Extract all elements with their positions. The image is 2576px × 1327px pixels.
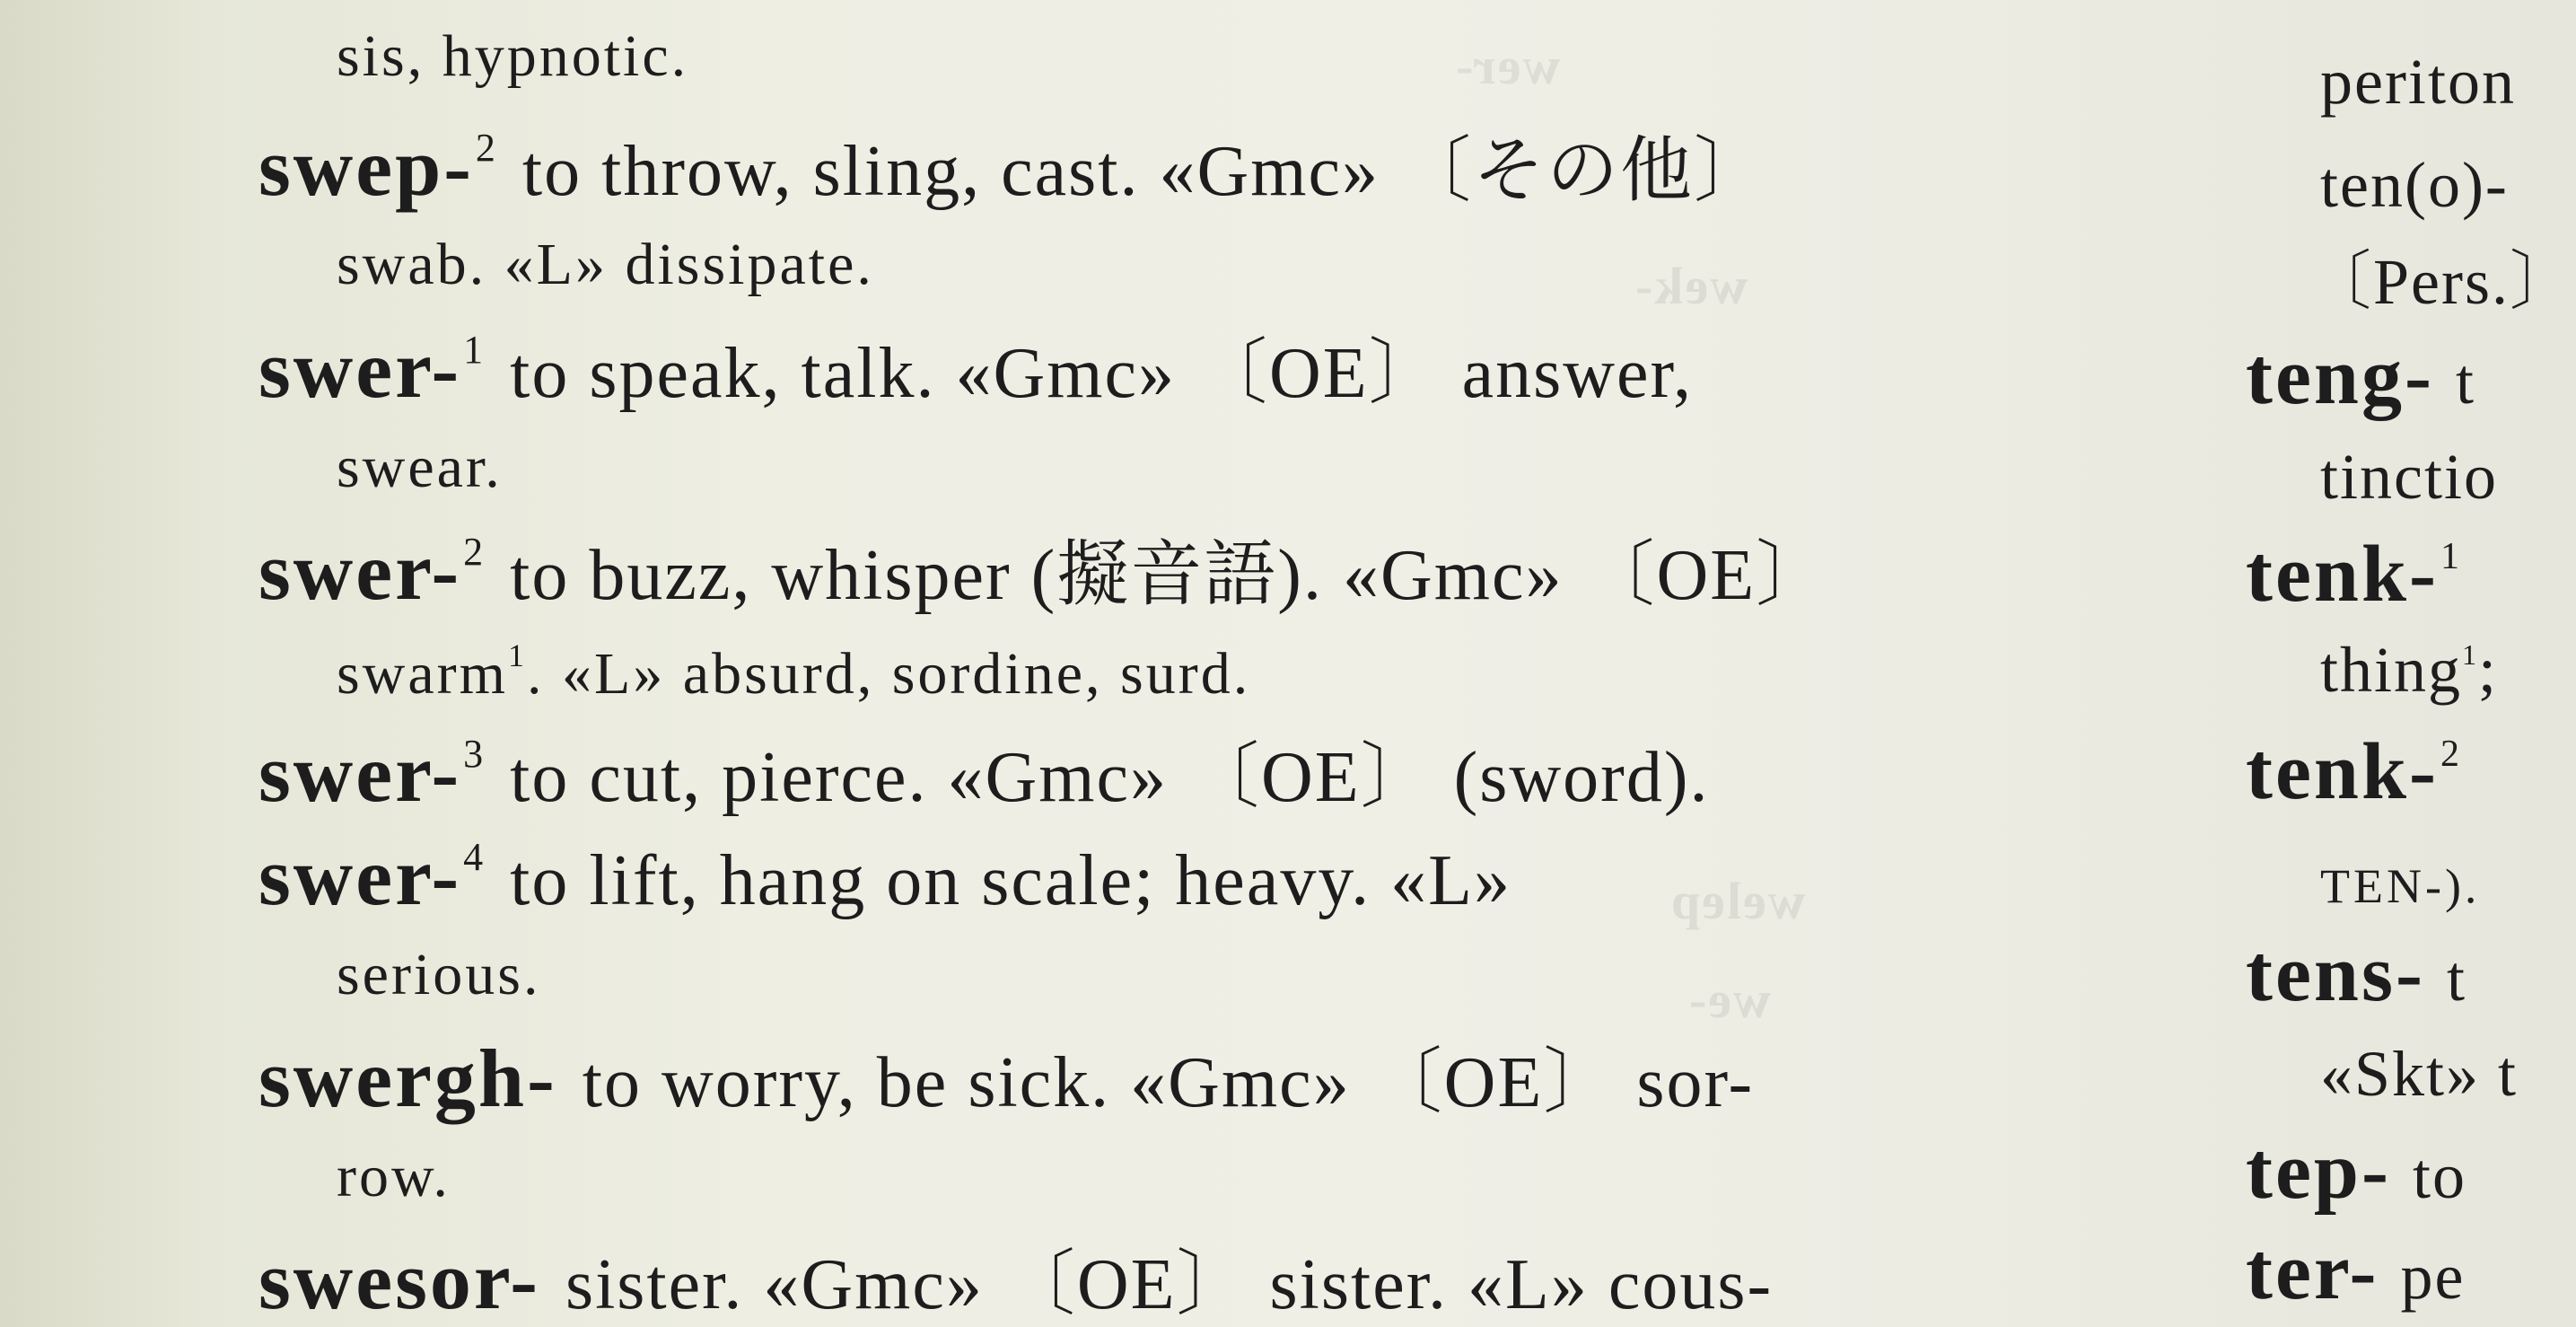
show-through-text: wer- bbox=[1454, 37, 1561, 95]
dictionary-entry bbox=[2246, 530, 2470, 619]
continuation-text: TEN-). bbox=[2320, 859, 2481, 913]
definition: t bbox=[2446, 943, 2466, 1015]
definition: to cut, pierce. «Gmc» 〔OE〕 (sword). bbox=[510, 738, 1710, 817]
definition: to worry, be sick. «Gmc» 〔OE〕 sor- bbox=[582, 1043, 1755, 1122]
headword: tens- bbox=[2246, 929, 2425, 1018]
entry-continuation bbox=[2320, 1038, 2519, 1110]
dictionary-entry bbox=[2246, 332, 2475, 421]
show-through-text: wek- bbox=[1634, 257, 1748, 315]
continuation-text: row. bbox=[337, 1144, 451, 1209]
dictionary-entry bbox=[258, 830, 1511, 922]
show-through-text: we- bbox=[1687, 971, 1771, 1029]
homograph-number: 3 bbox=[463, 732, 486, 776]
headword: swer- bbox=[258, 727, 462, 819]
continuation-text: «Skt» t bbox=[2320, 1038, 2519, 1110]
headword: swer- bbox=[258, 525, 462, 617]
headword: teng- bbox=[2246, 332, 2434, 421]
dictionary-entry bbox=[2246, 727, 2470, 816]
definition: sister. «Gmc» 〔OE〕 sister. «L» cous- bbox=[565, 1245, 1774, 1324]
headword: swep- bbox=[258, 121, 474, 213]
dictionary-entry bbox=[258, 1033, 1755, 1124]
entry-continuation bbox=[337, 942, 541, 1007]
entry-continuation bbox=[2320, 149, 2509, 221]
continuation-text: swarm bbox=[337, 641, 508, 707]
right-column bbox=[2226, 0, 2576, 1327]
continuation-text: periton bbox=[2320, 46, 2516, 118]
homograph-number: 4 bbox=[463, 835, 486, 879]
dictionary-entry bbox=[258, 525, 1830, 617]
headword: swergh- bbox=[258, 1033, 557, 1124]
headword: ter- bbox=[2246, 1227, 2379, 1316]
continuation-text: thing bbox=[2320, 634, 2463, 706]
dictionary-entry bbox=[2246, 1127, 2466, 1216]
headword: swer- bbox=[258, 830, 462, 922]
definition: to bbox=[2412, 1140, 2466, 1212]
dictionary-entry bbox=[258, 727, 1710, 819]
entry-continuation bbox=[337, 435, 503, 500]
dictionary-entry bbox=[258, 121, 1768, 213]
homograph-number: 1 bbox=[2462, 638, 2479, 671]
dictionary-entry bbox=[258, 323, 1693, 415]
headword: tenk- bbox=[2246, 727, 2439, 816]
homograph-number: 1 bbox=[2440, 536, 2461, 577]
dictionary-entry bbox=[258, 1235, 1774, 1326]
headword: tep- bbox=[2246, 1127, 2391, 1216]
continuation-text: 〔Pers.〕 bbox=[2307, 246, 2576, 318]
entry-continuation bbox=[2320, 46, 2516, 118]
entry-continuation bbox=[2307, 246, 2576, 318]
entry-continuation bbox=[2320, 441, 2498, 513]
entry-continuation bbox=[337, 637, 1251, 707]
headword: swer- bbox=[258, 323, 462, 415]
continuation-text: swab. «L» dissipate. bbox=[337, 232, 874, 297]
show-through-text: welep bbox=[1669, 872, 1806, 930]
continuation-text: . «L» absurd, sordine, surd. bbox=[526, 641, 1251, 707]
homograph-number: 2 bbox=[2440, 734, 2461, 775]
homograph-number: 2 bbox=[463, 530, 486, 574]
entry-continuation bbox=[2320, 848, 2480, 913]
homograph-number: 1 bbox=[463, 328, 486, 372]
homograph-number: 1 bbox=[507, 637, 527, 673]
continuation-text: tinctio bbox=[2320, 441, 2498, 513]
entry-continuation bbox=[337, 23, 689, 89]
entry-continuation bbox=[2320, 634, 2499, 706]
headword: tenk- bbox=[2246, 530, 2439, 619]
entry-continuation bbox=[337, 1144, 451, 1209]
headword: swesor- bbox=[258, 1235, 540, 1326]
dictionary-entry bbox=[2246, 929, 2466, 1018]
definition: to buzz, whisper (擬音語). «Gmc» 〔OE〕 bbox=[510, 536, 1830, 615]
continuation-text: sis, hypnotic. bbox=[337, 23, 689, 89]
definition: pe bbox=[2400, 1241, 2466, 1313]
dictionary-entry bbox=[2246, 1227, 2466, 1316]
continuation-text: swear. bbox=[337, 435, 503, 500]
continuation-text: ; bbox=[2478, 634, 2499, 706]
continuation-text: serious. bbox=[337, 942, 541, 1007]
continuation-text: ten(o)- bbox=[2320, 149, 2509, 221]
homograph-number: 2 bbox=[475, 126, 497, 170]
definition: to speak, talk. «Gmc» 〔OE〕 answer, bbox=[510, 334, 1693, 413]
definition: to throw, sling, cast. «Gmc» 〔その他〕 bbox=[521, 132, 1768, 211]
definition: t bbox=[2455, 346, 2475, 417]
definition: to lift, hang on scale; heavy. «L» bbox=[510, 841, 1511, 920]
entry-continuation bbox=[337, 232, 874, 297]
